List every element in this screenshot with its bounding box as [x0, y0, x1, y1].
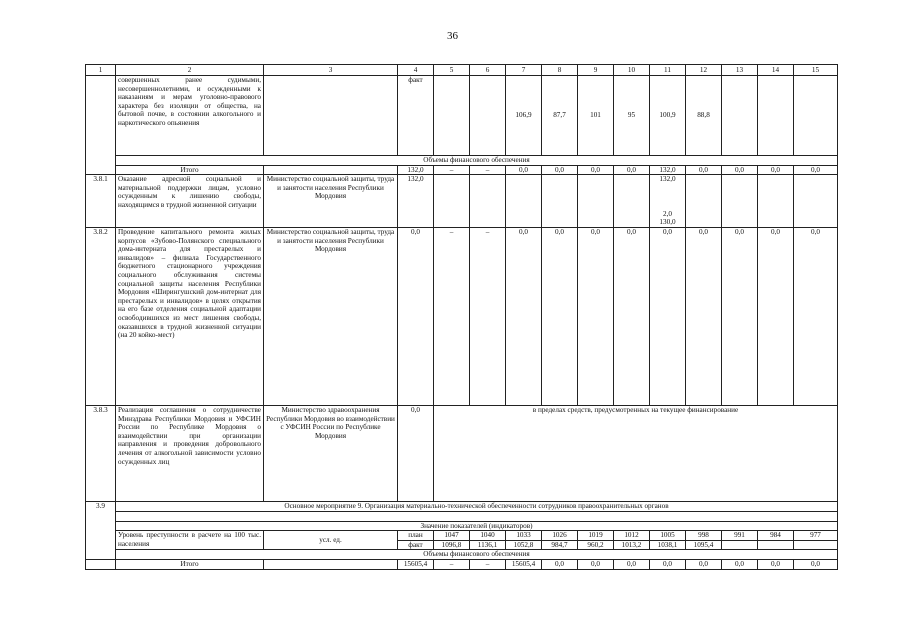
fact-label: факт — [398, 540, 434, 550]
value-cell — [470, 76, 506, 156]
measure-text: совершенных ранее судимыми, несовершеннолетними, и осужденными к наказаниям и мерам уголовно-правового характера без изоляции от общества, на бытовой почве, в состоянии алкогольного и наркотического опьянения — [116, 76, 264, 156]
org-cell — [264, 559, 398, 569]
header-cell: 2 — [116, 65, 264, 76]
value-cell: 0,0 — [722, 559, 758, 569]
value-cell: 15605,4 — [398, 559, 434, 569]
value-cell: 0,0 — [758, 227, 794, 405]
value-cell: – — [470, 227, 506, 405]
section-title-row — [86, 511, 838, 521]
measure-text: Проведение капитального ремонта жилых корпусов «Зубово-Полянского специального дома-интерната для престарелых и инвалидов» – филиала Государственного бюджетного стационарного учреждения социального обслуживания системы социальной защиты населения Республики Мордовия «Ширингушский дом-интернат для престарелых и инвалидов» в целях открытия на его базе отделения социальной адаптации освободившихся из мест лишения свободы, оказавшихся в трудной жизненной ситуации (на 20 койко-мест) — [116, 227, 264, 405]
header-cell: 11 — [650, 65, 686, 76]
org-cell: Министерство здравоохранения Республики Мордовия во взаимодействии с УФСИН России по Республике Мордовия — [264, 405, 398, 501]
plan-row — [86, 531, 838, 541]
value-cell: 0,0 — [578, 227, 614, 405]
page-number: 36 — [447, 30, 458, 42]
value-part: 2,0 — [663, 209, 672, 218]
value-cell: 0,0 — [398, 227, 434, 405]
value-cell — [650, 175, 686, 228]
value-cell — [542, 175, 578, 228]
value-cell: – — [434, 165, 470, 175]
value-cell: 0,0 — [794, 559, 838, 569]
indicators-title: Значение показателей (индикаторов) — [116, 521, 838, 531]
value-cell: 0,0 — [650, 227, 686, 405]
value-cell: 1019 — [578, 531, 614, 541]
header-cell: 6 — [470, 65, 506, 76]
org-cell — [264, 76, 398, 156]
value-cell: 0,0 — [686, 165, 722, 175]
row-number-cell — [86, 76, 116, 175]
value-cell: 1033 — [506, 531, 542, 541]
header-cell: 9 — [578, 65, 614, 76]
value-cell: 0,0 — [578, 165, 614, 175]
table-row — [86, 227, 838, 405]
value-cell — [686, 175, 722, 228]
value-cell: 998 — [686, 531, 722, 541]
header-cell: 3 — [264, 65, 398, 76]
indicator-name: Уровень преступности в расчете на 100 тыс. населения — [116, 531, 264, 550]
section-title-row — [86, 550, 838, 560]
value-cell: 0,0 — [614, 559, 650, 569]
value-cell: 15605,4 — [506, 559, 542, 569]
value-cell: 1096,8 — [434, 540, 470, 550]
value-cell: 1040 — [470, 531, 506, 541]
value-cell — [794, 540, 838, 550]
row-number: 3.9 — [86, 501, 116, 559]
row-number: 3.8.2 — [86, 227, 116, 405]
value-cell: 0,0 — [722, 165, 758, 175]
org-cell — [264, 165, 398, 175]
plan-label: план — [398, 531, 434, 541]
value-cell: – — [434, 559, 470, 569]
value-cell — [722, 540, 758, 550]
value-cell — [794, 175, 838, 228]
value-cell: 1026 — [542, 531, 578, 541]
itogo-row — [86, 559, 838, 569]
main-measure-title: Основное мероприятие 9. Организация материально-технической обеспеченности сотрудников правоохранительных органов — [116, 501, 838, 511]
table-row — [86, 405, 838, 501]
value-cell: 1012 — [614, 531, 650, 541]
value-total: 132,0 — [659, 175, 676, 184]
value-cell: 0,0 — [542, 227, 578, 405]
table-row — [86, 175, 838, 228]
value-cell: 0,0 — [506, 227, 542, 405]
row-number: 3.8.3 — [86, 405, 116, 501]
value-cell: – — [470, 559, 506, 569]
value-cell: 0,0 — [398, 405, 434, 501]
value-cell: 132,0 — [398, 165, 434, 175]
header-cell: 13 — [722, 65, 758, 76]
itogo-label: Итого — [116, 559, 264, 569]
header-cell: 10 — [614, 65, 650, 76]
value-cell: 0,0 — [506, 165, 542, 175]
value-cell — [578, 175, 614, 228]
value-cell — [722, 76, 758, 156]
row-number: 3.8.1 — [86, 175, 116, 228]
row-number-cell — [86, 559, 116, 569]
value-cell: 1013,2 — [614, 540, 650, 550]
org-cell: Министерство социальной защиты, труда и занятости населения Республики Мордовия — [264, 227, 398, 405]
funding-title: Объемы финансового обеспечения — [116, 550, 838, 560]
value-cell — [758, 540, 794, 550]
main-measure-row — [86, 501, 838, 511]
value-cell — [470, 175, 506, 228]
value-cell: 1052,8 — [506, 540, 542, 550]
itogo-label: Итого — [116, 165, 264, 175]
value-cell: 100,9 — [650, 76, 686, 156]
spacer-cell — [116, 511, 838, 521]
header-cell: 8 — [542, 65, 578, 76]
measure-text: Реализация соглашения о сотрудничестве Минздрава Республики Мордовия и УФСИН России по Республике Мордовия о взаимодействии при организации направления и проведения добровольного лечения от алкогольной зависимости условно осужденных лиц — [116, 405, 264, 501]
value-cell: 132,0 — [650, 165, 686, 175]
header-cell: 15 — [794, 65, 838, 76]
value-cell: 0,0 — [686, 559, 722, 569]
value-cell — [758, 76, 794, 156]
value-cell: 0,0 — [686, 227, 722, 405]
section-title-row — [86, 156, 838, 166]
header-cell: 7 — [506, 65, 542, 76]
value-cell: 0,0 — [650, 559, 686, 569]
program-table — [85, 64, 838, 570]
value-cell: 0,0 — [614, 227, 650, 405]
section-title-row — [86, 521, 838, 531]
value-cell — [434, 76, 470, 156]
funding-title: Объемы финансового обеспечения — [116, 156, 838, 166]
value-cell: 87,7 — [542, 76, 578, 156]
header-row — [86, 65, 838, 76]
value-cell: 0,0 — [542, 559, 578, 569]
value-cell — [722, 175, 758, 228]
value-cell: 960,2 — [578, 540, 614, 550]
value-cell: 1047 — [434, 531, 470, 541]
value-cell: 984 — [758, 531, 794, 541]
measure-text: Оказание адресной социальной и материальной поддержки лицам, условно осужденным к лишению свободы, находящимся в трудной жизненной ситуации — [116, 175, 264, 228]
value-cell: 0,0 — [578, 559, 614, 569]
value-cell: 1095,4 — [686, 540, 722, 550]
value-cell: 132,0 — [398, 175, 434, 228]
value-cell: 0,0 — [758, 559, 794, 569]
value-cell: – — [434, 227, 470, 405]
value-cell: 1005 — [650, 531, 686, 541]
value-cell — [506, 175, 542, 228]
value-cell: 1136,1 — [470, 540, 506, 550]
table-row — [86, 76, 838, 156]
value-cell: 106,9 — [506, 76, 542, 156]
value-cell: – — [470, 165, 506, 175]
value-cell: 0,0 — [794, 227, 838, 405]
value-cell: 95 — [614, 76, 650, 156]
unit-cell: усл. ед. — [264, 531, 398, 550]
value-cell: 977 — [794, 531, 838, 541]
value-cell: 0,0 — [758, 165, 794, 175]
value-part: 130,0 — [659, 218, 676, 227]
value-cell — [794, 76, 838, 156]
itogo-row — [86, 165, 838, 175]
value-cell: 984,7 — [542, 540, 578, 550]
header-cell: 4 — [398, 65, 434, 76]
value-cell: 991 — [722, 531, 758, 541]
value-cell — [614, 175, 650, 228]
value-cell: 0,0 — [794, 165, 838, 175]
value-cell — [758, 175, 794, 228]
header-cell: 5 — [434, 65, 470, 76]
value-cell: 88,8 — [686, 76, 722, 156]
header-cell: 14 — [758, 65, 794, 76]
value-cell — [434, 175, 470, 228]
value-cell: 0,0 — [614, 165, 650, 175]
value-cell: 1038,1 — [650, 540, 686, 550]
value-cell: 101 — [578, 76, 614, 156]
value-cell: 0,0 — [542, 165, 578, 175]
org-cell: Министерство социальной защиты, труда и занятости населения Республики Мордовия — [264, 175, 398, 228]
header-cell: 1 — [86, 65, 116, 76]
header-cell: 12 — [686, 65, 722, 76]
funding-note: в пределах средств, предусмотренных на текущее финансирование — [434, 405, 838, 501]
kind-cell: факт — [398, 76, 434, 156]
value-cell: 0,0 — [722, 227, 758, 405]
